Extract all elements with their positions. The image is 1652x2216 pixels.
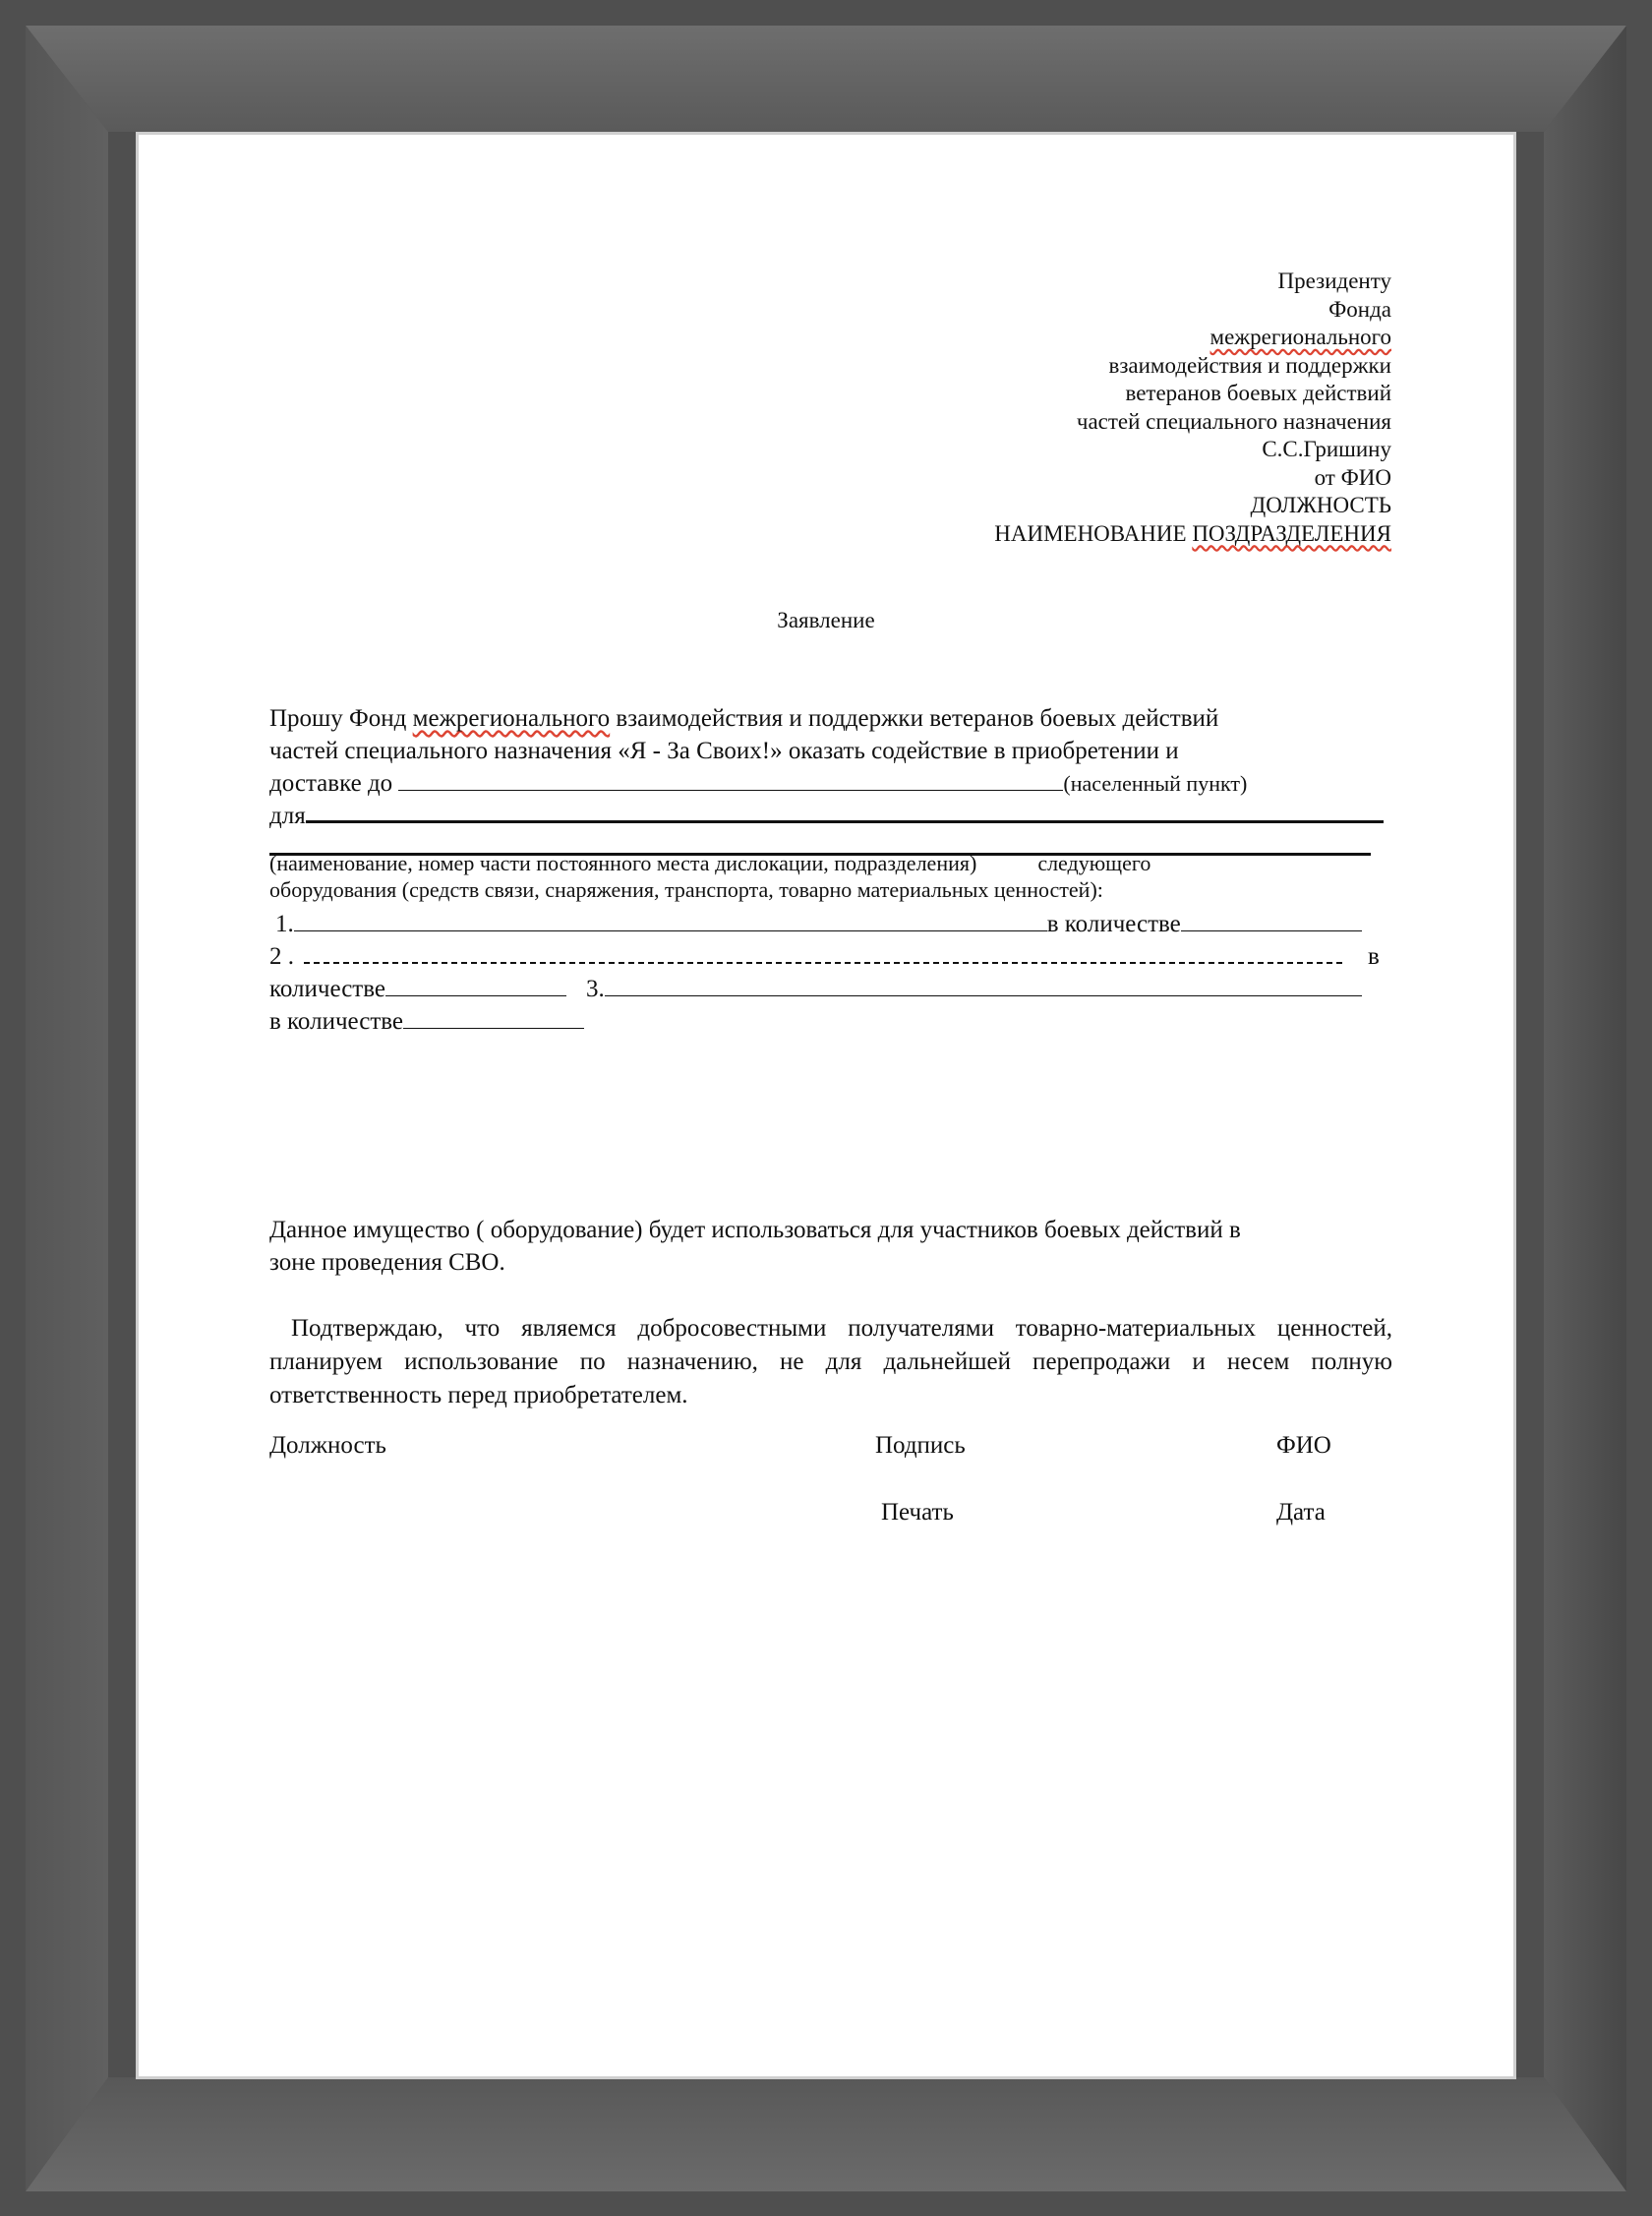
request-line-6: оборудования (средств связи, снаряжения, транспорта, товарно материальных ценностей): xyxy=(269,877,1103,902)
qty-label: количестве xyxy=(269,976,385,1002)
text: следующего xyxy=(1037,851,1151,875)
item-1-line xyxy=(269,908,1392,940)
addressee-line: С.С.Гришину xyxy=(1262,437,1391,461)
unit-prefix: НАИМЕНОВАНИЕ xyxy=(994,520,1193,546)
position-label: Должность xyxy=(269,1432,386,1459)
item-2-line xyxy=(269,940,1392,973)
usage-paragraph xyxy=(269,1214,1392,1279)
signature-label: Подпись xyxy=(875,1432,966,1459)
addressee-line: частей специального назначения xyxy=(1076,408,1391,434)
item-number: 3. xyxy=(585,976,605,1002)
item-number: 2 . xyxy=(269,943,294,970)
settlement-field[interactable] xyxy=(398,767,1063,791)
addressee-line: Фонда xyxy=(1328,296,1391,322)
settlement-hint: (населенный пункт) xyxy=(1063,771,1248,796)
item-1-field[interactable] xyxy=(294,908,1047,931)
frame-bevel-bottom xyxy=(26,2077,1626,2191)
stamp-label: Печать xyxy=(881,1499,954,1526)
text: Прошу Фонд xyxy=(269,705,413,732)
request-line-5a xyxy=(269,832,1392,850)
item-1-qty-field[interactable] xyxy=(1181,908,1362,931)
text: доставке до xyxy=(269,770,399,797)
qty-label: в количестве xyxy=(1046,911,1181,937)
request-line-2: частей специального назначения «Я - За Своих!» оказать содействие в приобретении и xyxy=(269,738,1179,764)
unit-word: ПОЗДРАЗДЕЛЕНИЯ xyxy=(1192,520,1391,546)
frame-bevel-top xyxy=(26,26,1626,132)
item-3-line xyxy=(269,973,1392,1005)
item-2-field[interactable] xyxy=(304,942,1342,964)
usage-line-1: Данное имущество ( оборудование) будет использоваться для участников боевых действий в xyxy=(269,1217,1241,1243)
item-3-qty-line xyxy=(269,1005,1392,1038)
text: для xyxy=(269,803,306,829)
usage-line-2: зоне проведения СВО. xyxy=(269,1249,505,1276)
addressee-line: ветеранов боевых действий xyxy=(1125,381,1391,405)
item-2-qty-field[interactable] xyxy=(385,973,566,996)
addressee-line: ДОЛЖНОСТЬ xyxy=(1250,493,1391,517)
frame-bevel-left xyxy=(26,26,108,2191)
item-3-field[interactable] xyxy=(605,973,1362,996)
addressee-line: межрегионального xyxy=(1210,325,1391,349)
request-paragraph xyxy=(269,702,1392,1038)
date-label: Дата xyxy=(1276,1499,1326,1526)
document-page xyxy=(136,132,1516,2079)
addressee-line: от ФИО xyxy=(1314,464,1391,490)
text: в xyxy=(1368,943,1380,970)
name-label: ФИО xyxy=(1276,1432,1331,1459)
qty-label: в количестве xyxy=(269,1008,404,1035)
addressee-line: взаимодействия и поддержки xyxy=(1108,352,1391,378)
request-line-3 xyxy=(269,767,1392,800)
request-line-4 xyxy=(269,800,1392,832)
confirm-paragraph xyxy=(269,1312,1392,1412)
recipient-field[interactable] xyxy=(306,800,1384,823)
addressee-unit xyxy=(994,520,1391,549)
document-title: Заявление xyxy=(777,608,875,632)
request-line-5 xyxy=(269,850,1392,876)
addressee-line: Президенту xyxy=(1277,269,1391,293)
unit-hint: (наименование, номер части постоянного места дислокации, подразделения) xyxy=(269,851,977,875)
item-number: 1. xyxy=(275,911,294,937)
text: межрегионального xyxy=(412,705,611,732)
confirm-text: Подтверждаю, что являемся добросовестными получателями товарно-материальных ценностей, планируем использование по назначению, не для дальнейшей перепродажи и несем полную ответственность перед приобретателем. xyxy=(269,1315,1392,1408)
frame-bevel-right xyxy=(1544,26,1626,2191)
addressee-block xyxy=(994,268,1391,548)
text: взаимодействия и поддержки ветеранов боевых действий xyxy=(610,705,1219,732)
item-3-qty-field[interactable] xyxy=(403,1005,584,1029)
request-line-1 xyxy=(269,702,1392,735)
